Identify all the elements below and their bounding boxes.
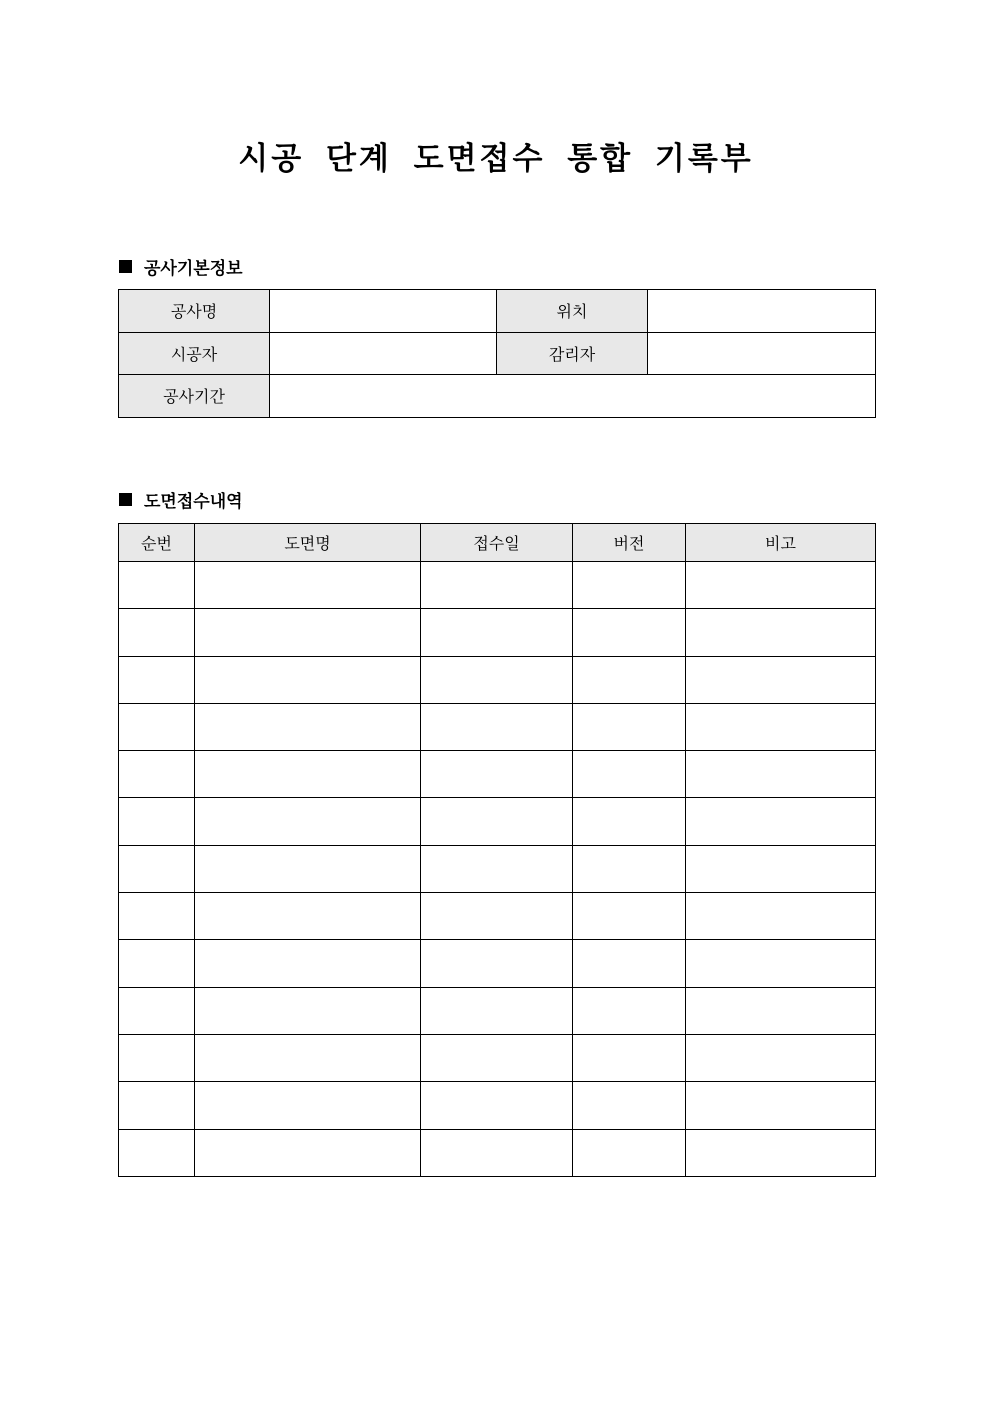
drawings-header-row — [119, 524, 876, 562]
remarks-cell[interactable] — [686, 893, 876, 940]
drawing-name-cell[interactable] — [195, 703, 421, 750]
column-header-remarks: 비고 — [686, 524, 876, 562]
location-label: 위치 — [497, 290, 648, 333]
drawing-name-cell[interactable] — [195, 940, 421, 987]
drawing-name-cell[interactable] — [195, 609, 421, 656]
supervisor-label: 감리자 — [497, 332, 648, 375]
remarks-cell[interactable] — [686, 1034, 876, 1081]
drawing-name-cell[interactable] — [195, 1082, 421, 1129]
contractor-field[interactable] — [270, 332, 497, 375]
received-date-cell[interactable] — [421, 1082, 573, 1129]
drawing-name-cell[interactable] — [195, 798, 421, 845]
drawing-name-cell[interactable] — [195, 987, 421, 1034]
version-cell[interactable] — [573, 798, 686, 845]
remarks-cell[interactable] — [686, 751, 876, 798]
version-cell[interactable] — [573, 1034, 686, 1081]
remarks-cell[interactable] — [686, 609, 876, 656]
table-row — [119, 562, 876, 609]
info-row-period — [119, 375, 876, 418]
square-bullet-icon — [119, 493, 132, 506]
seq-cell[interactable] — [119, 845, 195, 892]
drawings-heading-text: 도면접수내역 — [144, 492, 243, 512]
drawing-name-cell[interactable] — [195, 751, 421, 798]
received-date-cell[interactable] — [421, 987, 573, 1034]
table-row — [119, 940, 876, 987]
received-date-cell[interactable] — [421, 940, 573, 987]
remarks-cell[interactable] — [686, 845, 876, 892]
basic-info-heading — [119, 254, 243, 279]
received-date-cell[interactable] — [421, 893, 573, 940]
table-row — [119, 656, 876, 703]
info-row-project — [119, 290, 876, 333]
supervisor-field[interactable] — [648, 332, 876, 375]
received-date-cell[interactable] — [421, 656, 573, 703]
version-cell[interactable] — [573, 609, 686, 656]
received-date-cell[interactable] — [421, 609, 573, 656]
version-cell[interactable] — [573, 703, 686, 750]
drawing-name-cell[interactable] — [195, 562, 421, 609]
version-cell[interactable] — [573, 656, 686, 703]
contractor-label: 시공자 — [119, 332, 270, 375]
remarks-cell[interactable] — [686, 798, 876, 845]
version-cell[interactable] — [573, 987, 686, 1034]
square-bullet-icon — [119, 260, 132, 273]
column-header-version: 버전 — [573, 524, 686, 562]
version-cell[interactable] — [573, 1082, 686, 1129]
received-date-cell[interactable] — [421, 1129, 573, 1176]
table-row — [119, 845, 876, 892]
project-name-label: 공사명 — [119, 290, 270, 333]
seq-cell[interactable] — [119, 1034, 195, 1081]
table-row — [119, 609, 876, 656]
drawing-name-cell[interactable] — [195, 893, 421, 940]
seq-cell[interactable] — [119, 609, 195, 656]
period-label: 공사기간 — [119, 375, 270, 418]
drawings-table — [118, 523, 876, 1177]
table-row — [119, 987, 876, 1034]
version-cell[interactable] — [573, 562, 686, 609]
version-cell[interactable] — [573, 940, 686, 987]
received-date-cell[interactable] — [421, 751, 573, 798]
table-row — [119, 751, 876, 798]
basic-info-table — [118, 289, 876, 418]
period-field[interactable] — [270, 375, 876, 418]
seq-cell[interactable] — [119, 940, 195, 987]
drawing-name-cell[interactable] — [195, 1129, 421, 1176]
seq-cell[interactable] — [119, 751, 195, 798]
remarks-cell[interactable] — [686, 1082, 876, 1129]
remarks-cell[interactable] — [686, 1129, 876, 1176]
version-cell[interactable] — [573, 845, 686, 892]
remarks-cell[interactable] — [686, 562, 876, 609]
table-row — [119, 703, 876, 750]
drawing-name-cell[interactable] — [195, 1034, 421, 1081]
seq-cell[interactable] — [119, 562, 195, 609]
seq-cell[interactable] — [119, 798, 195, 845]
seq-cell[interactable] — [119, 987, 195, 1034]
remarks-cell[interactable] — [686, 656, 876, 703]
table-row — [119, 798, 876, 845]
received-date-cell[interactable] — [421, 562, 573, 609]
column-header-drawing-name: 도면명 — [195, 524, 421, 562]
table-row — [119, 1082, 876, 1129]
received-date-cell[interactable] — [421, 1034, 573, 1081]
remarks-cell[interactable] — [686, 987, 876, 1034]
remarks-cell[interactable] — [686, 703, 876, 750]
table-row — [119, 1034, 876, 1081]
seq-cell[interactable] — [119, 656, 195, 703]
remarks-cell[interactable] — [686, 940, 876, 987]
seq-cell[interactable] — [119, 1082, 195, 1129]
document-title: 시공 단계 도면접수 통합 기록부 — [238, 141, 754, 177]
version-cell[interactable] — [573, 1129, 686, 1176]
column-header-received-date: 접수일 — [421, 524, 573, 562]
info-row-parties — [119, 332, 876, 375]
location-field[interactable] — [648, 290, 876, 333]
column-header-seq: 순번 — [119, 524, 195, 562]
basic-info-heading-text: 공사기본정보 — [144, 259, 243, 279]
received-date-cell[interactable] — [421, 845, 573, 892]
drawings-heading — [119, 487, 243, 512]
received-date-cell[interactable] — [421, 798, 573, 845]
version-cell[interactable] — [573, 893, 686, 940]
version-cell[interactable] — [573, 751, 686, 798]
received-date-cell[interactable] — [421, 703, 573, 750]
seq-cell[interactable] — [119, 1129, 195, 1176]
seq-cell[interactable] — [119, 893, 195, 940]
table-row — [119, 1129, 876, 1176]
project-name-field[interactable] — [270, 290, 497, 333]
seq-cell[interactable] — [119, 703, 195, 750]
table-row — [119, 893, 876, 940]
drawing-name-cell[interactable] — [195, 656, 421, 703]
drawing-name-cell[interactable] — [195, 845, 421, 892]
